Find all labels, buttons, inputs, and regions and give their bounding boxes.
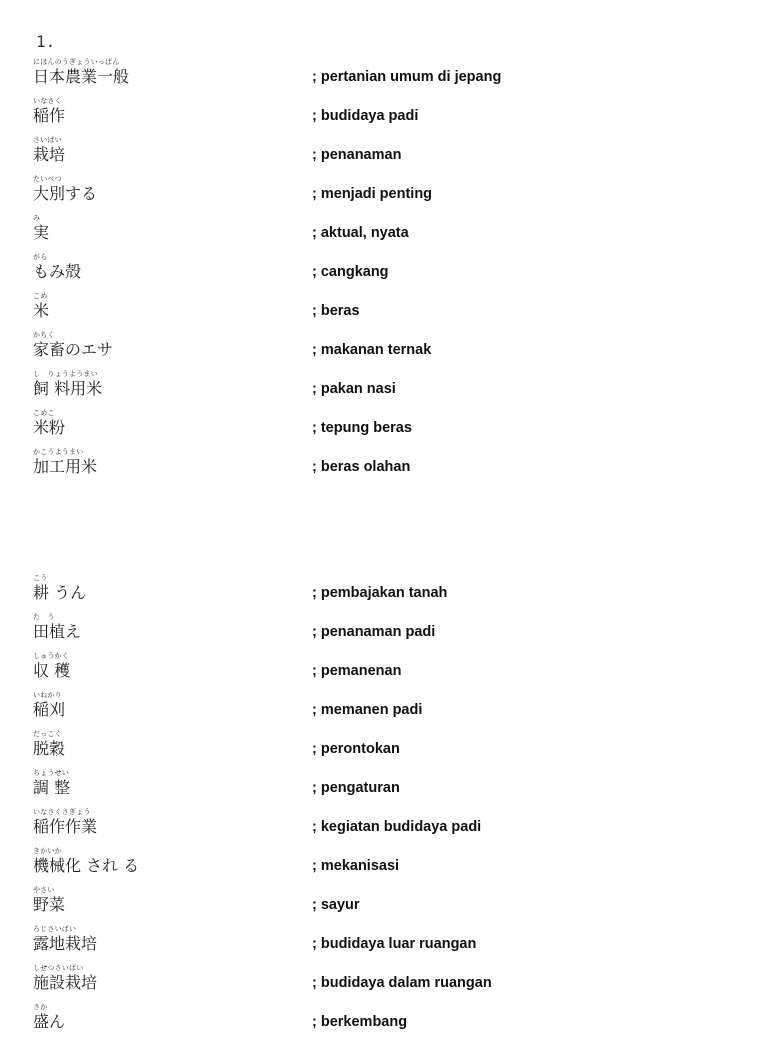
vocab-row [0,292,768,331]
vocab-term [33,769,303,808]
indonesian-meaning: ; sayur [312,897,360,913]
vocab-term [33,847,303,886]
vocab-term [33,409,303,448]
furigana-reading: た う [33,613,55,621]
indonesian-meaning: ; beras olahan [312,459,411,475]
furigana-reading: かちく [33,331,55,339]
vocab-row [0,652,768,691]
japanese-word: 稲作 [33,106,66,125]
japanese-word: 機械化 され る [33,856,140,875]
vocab-row [0,175,768,214]
indonesian-meaning: ; penanaman padi [312,624,436,640]
vocab-term [33,652,303,691]
vocab-row [0,253,768,292]
japanese-word: 盛ん [33,1012,66,1031]
vocab-row [0,58,768,97]
indonesian-meaning: ; budidaya dalam ruangan [312,975,492,991]
vocab-term [33,1003,303,1042]
japanese-word: 脱穀 [33,739,66,758]
indonesian-meaning: ; pengaturan [312,780,400,796]
japanese-word: 野菜 [33,895,66,914]
indonesian-meaning: ; budidaya padi [312,108,419,124]
japanese-word: 実 [33,223,50,242]
indonesian-meaning: ; menjadi penting [312,186,433,202]
vocab-row [0,370,768,409]
japanese-word: 露地栽培 [33,934,98,953]
furigana-reading: いねかり [33,691,62,699]
indonesian-meaning: ; mekanisasi [312,858,400,874]
vocab-term [33,808,303,847]
vocab-term [33,886,303,925]
vocab-term [33,253,303,292]
japanese-word: 耕 うん [33,583,87,602]
indonesian-meaning: ; budidaya luar ruangan [312,936,477,952]
indonesian-meaning: ; memanen padi [312,702,423,718]
furigana-reading: しゅうかく [33,652,69,660]
furigana-reading: しせつさいばい [33,964,84,972]
japanese-word: 栽培 [33,145,66,164]
vocab-term [33,97,303,136]
furigana-reading: きかいか [33,847,62,855]
indonesian-meaning: ; perontokan [312,741,400,757]
vocab-row [0,847,768,886]
vocab-row [0,1003,768,1042]
furigana-reading: がら [33,253,48,261]
vocab-term [33,136,303,175]
vocab-row [0,409,768,448]
item-number: 1. [36,32,56,51]
vocab-section-1 [0,58,768,487]
vocab-row [0,331,768,370]
indonesian-meaning: ; aktual, nyata [312,225,409,241]
vocab-row [0,886,768,925]
indonesian-meaning: ; pakan nasi [312,381,396,397]
furigana-reading: こう [33,574,48,582]
furigana-reading: し りょうようまい [33,370,98,378]
furigana-reading: たいべつ [33,175,62,183]
japanese-word: 飼 料用米 [33,379,103,398]
indonesian-meaning: ; penanaman [312,147,402,163]
vocab-row [0,613,768,652]
vocab-term [33,448,303,487]
furigana-reading: こめ [33,292,48,300]
vocab-row [0,97,768,136]
japanese-word: 稲刈 [33,700,66,719]
japanese-word: 米 [33,301,50,320]
japanese-word: 稲作作業 [33,817,98,836]
furigana-reading: やさい [33,886,55,894]
vocab-row [0,769,768,808]
vocab-term [33,331,303,370]
furigana-reading: さか [33,1003,48,1011]
japanese-word: 米粉 [33,418,66,437]
japanese-word: 田植え [33,622,82,641]
furigana-reading: こめこ [33,409,55,417]
vocab-row [0,574,768,613]
indonesian-meaning: ; tepung beras [312,420,412,436]
vocab-term [33,58,303,97]
vocab-term [33,691,303,730]
furigana-reading: かこうようまい [33,448,84,456]
vocab-term [33,964,303,1003]
vocab-term [33,292,303,331]
vocab-term [33,730,303,769]
furigana-reading: さいばい [33,136,62,144]
japanese-word: 家畜のエサ [33,340,114,359]
vocab-section-2 [0,574,768,1042]
vocab-row [0,925,768,964]
furigana-reading: いなさくさぎょう [33,808,91,816]
japanese-word: もみ殻 [33,262,82,281]
japanese-word: 大別する [33,184,98,203]
japanese-word: 日本農業一般 [33,67,130,86]
indonesian-meaning: ; kegiatan budidaya padi [312,819,482,835]
indonesian-meaning: ; beras [312,303,360,319]
furigana-reading: いなさく [33,97,62,105]
vocab-term [33,175,303,214]
vocab-row [0,691,768,730]
vocab-row [0,448,768,487]
vocab-term [33,214,303,253]
indonesian-meaning: ; berkembang [312,1014,408,1030]
vocab-row [0,136,768,175]
furigana-reading: ちょうせい [33,769,69,777]
indonesian-meaning: ; pembajakan tanah [312,585,448,601]
indonesian-meaning: ; cangkang [312,264,389,280]
vocab-term [33,370,303,409]
furigana-reading: み [33,214,41,222]
indonesian-meaning: ; pemanenan [312,663,402,679]
japanese-word: 加工用米 [33,457,98,476]
vocab-term [33,925,303,964]
vocab-row [0,730,768,769]
indonesian-meaning: ; pertanian umum di jepang [312,69,502,85]
vocab-row [0,214,768,253]
vocab-term [33,574,303,613]
furigana-reading: ろじさいばい [33,925,77,933]
vocab-row [0,808,768,847]
furigana-reading: にほんのうぎょういっぱん [33,58,120,66]
furigana-reading: だっこく [33,730,62,738]
japanese-word: 調 整 [33,778,71,797]
japanese-word: 施設栽培 [33,973,98,992]
japanese-word: 収 穫 [33,661,71,680]
indonesian-meaning: ; makanan ternak [312,342,432,358]
vocab-term [33,613,303,652]
vocab-row [0,964,768,1003]
